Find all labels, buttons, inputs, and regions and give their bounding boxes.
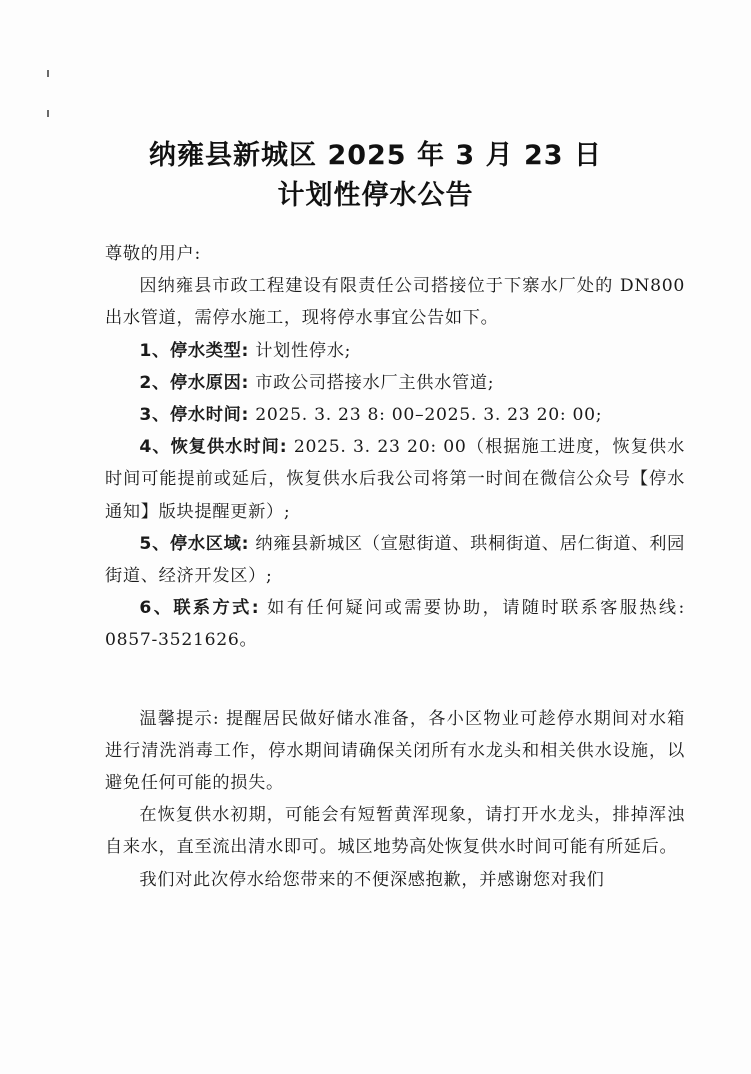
notice-item-time <box>105 399 685 431</box>
item-number: 3、 <box>139 405 170 426</box>
greeting: 尊敬的用户: <box>105 244 201 264</box>
item-label: 停水类型: <box>169 340 250 361</box>
item-number: 5、 <box>139 533 170 554</box>
notice-item-area <box>105 528 685 592</box>
notice-item-reason <box>105 367 685 399</box>
item-text: 纳雍县新城区（宣慰街道、珙桐街道、居仁街道、利园街道、经济开发区）; <box>105 533 685 587</box>
notice-title-line-2: 计划性停水公告 <box>277 180 474 211</box>
notice-item-restore-time <box>105 431 685 528</box>
notice-title-line-1: 纳雍县新城区 2025 年 3 月 23 日 <box>149 140 602 171</box>
intro-paragraph: 因纳雍县市政工程建设有限责任公司搭接位于下寨水厂处的 DN800 出水管道，需停水施工，现将停水事宜公告如下。 <box>105 276 685 329</box>
item-text: 计划性停水; <box>249 340 352 361</box>
item-label: 停水原因: <box>169 372 250 393</box>
item-number: 6、 <box>139 598 174 619</box>
item-number: 4、 <box>139 437 171 458</box>
tip-paragraph: 温馨提示: 提醒居民做好储水准备，各小区物业可趁停水期间对水箱进行清洗消毒工作，停水期间请确保关闭所有水龙头和相关供水设施，以避免任何可能的损失。 <box>105 708 685 794</box>
item-label: 联系方式: <box>173 598 260 619</box>
tip-paragraph: 我们对此次停水给您带来的不便深感抱歉，并感谢您对我们 <box>139 869 605 890</box>
notice-item-type <box>105 335 685 367</box>
scan-mark <box>47 70 49 77</box>
notice-item-contact <box>105 592 685 656</box>
scan-mark <box>47 110 49 117</box>
tip-paragraph: 在恢复供水初期，可能会有短暂黄浑现象，请打开水龙头，排掉浑浊自来水，直至流出清水即可。城区地势高处恢复供水时间可能有所延后。 <box>105 805 685 858</box>
item-text: 2025. 3. 23 8: 00–2025. 3. 23 20: 00; <box>249 405 603 426</box>
item-number: 2、 <box>139 372 170 393</box>
item-text: 如有任何疑问或需要协助，请随时联系客服热线: 0857-3521626。 <box>105 598 686 651</box>
paragraph-gap <box>105 657 685 703</box>
item-text: 市政公司搭接水厂主供水管道; <box>249 372 495 393</box>
item-label: 停水时间: <box>169 405 250 426</box>
notice-body <box>105 238 685 896</box>
item-label: 恢复供水时间: <box>170 437 288 458</box>
item-text: 2025. 3. 23 20: 00（根据施工进度，恢复供水时间可能提前或延后，恢复供水后我公司将第一时间在微信公众号【停水通知】版块提醒更新）; <box>105 437 686 522</box>
item-number: 1、 <box>139 340 170 361</box>
item-label: 停水区域: <box>169 533 250 554</box>
